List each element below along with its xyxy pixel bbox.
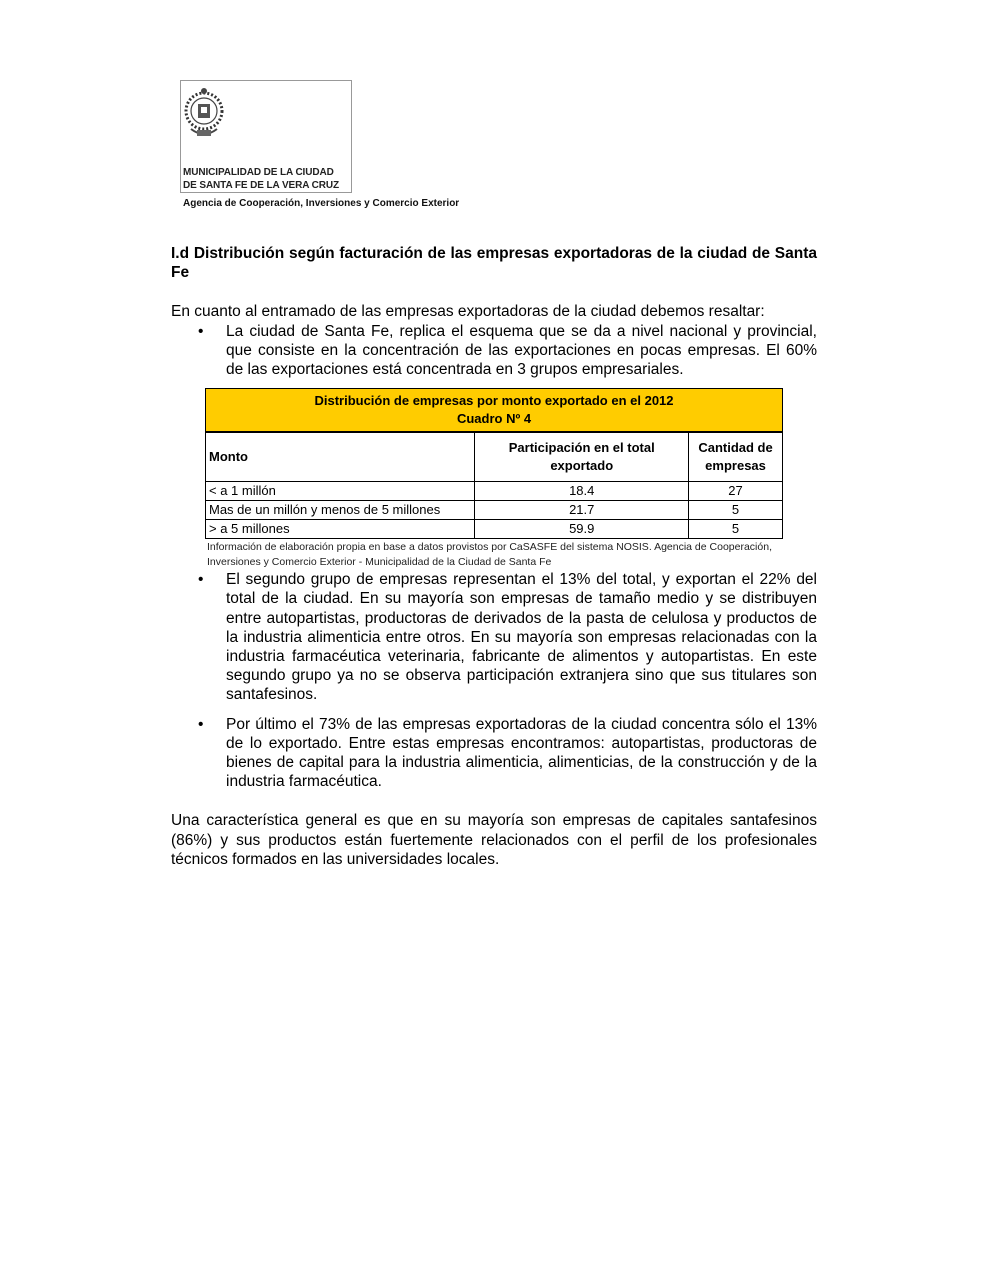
list-item (171, 715, 817, 792)
municipal-seal-icon (183, 85, 225, 143)
cell-monto: < a 1 millón (206, 482, 475, 501)
document-body (171, 244, 817, 869)
cell-participacion: 59.9 (475, 520, 689, 539)
bullet-list (171, 570, 817, 791)
cell-monto: > a 5 millones (206, 520, 475, 539)
table-row (206, 520, 783, 539)
cell-participacion: 21.7 (475, 501, 689, 520)
table-row (206, 482, 783, 501)
column-header-cantidad: Cantidad de empresas (689, 432, 783, 482)
agency-name: Agencia de Cooperación, Inversiones y Comercio Exterior (183, 198, 460, 209)
list-item (171, 570, 817, 704)
bullet-text: Por último el 73% de las empresas exportadoras de la ciudad concentra sólo el 13% de lo exportado. Entre estas empresas encontramos: autopartistas, productoras de bienes de capital para la industria alimenticia, alimenticias, de la construcción y de la industria farmacéutica. (226, 715, 817, 791)
municipality-name-line1: MUNICIPALIDAD DE LA CIUDAD (183, 167, 334, 178)
column-header-participacion: Participación en el total exportado (475, 432, 689, 482)
bullet-text: La ciudad de Santa Fe, replica el esquema que se da a nivel nacional y provincial, que consiste en la concentración de las exportaciones en pocas empresas. El 60% de las exportaciones está concentrada en 3 grupos empresariales. (226, 322, 817, 379)
municipality-name (183, 166, 339, 192)
cell-participacion: 18.4 (475, 482, 689, 501)
column-header-monto: Monto (206, 432, 475, 482)
bullet-icon: • (198, 715, 204, 733)
bullet-text: El segundo grupo de empresas representan el 13% del total, y exportan el 22% del total de la ciudad. En su mayoría son empresas de tamaño medio y se distribuyen entre autopartistas, productoras de derivados de la pasta de celulosa y productos de la industria alimenticia entre otros. En su mayoría son empresas relacionadas con la industria farmacéutica veterinaria, fabricante de alimentos y autopartistas. En este segundo grupo ya no se observa participación extranjera sino que sus titulares son santafesinos. (226, 571, 817, 704)
closing-paragraph: Una característica general es que en su mayoría son empresas de capitales santafesinos (86%) y sus productos están fuertemente relacionados con el perfil de los profesionales técnicos formados en las universidades locales. (171, 812, 817, 868)
cell-cantidad: 5 (689, 520, 783, 539)
table-caption-number: Cuadro Nº 4 (456, 411, 532, 427)
bullet-icon: • (198, 571, 204, 589)
cell-cantidad: 5 (689, 501, 783, 520)
cell-monto: Mas de un millón y menos de 5 millones (206, 501, 475, 520)
export-distribution-table (205, 388, 783, 570)
cell-cantidad: 27 (689, 482, 783, 501)
bullet-icon: • (198, 322, 204, 340)
list-item (171, 322, 817, 380)
table-row (206, 501, 783, 520)
bullet-list (171, 322, 817, 380)
municipality-logo (180, 80, 352, 193)
table-caption (206, 389, 783, 433)
municipality-name-line2: DE SANTA FE DE LA VERA CRUZ (183, 180, 340, 191)
section-title: I.d Distribución según facturación de las empresas exportadoras de la ciudad de Santa Fe (171, 245, 817, 282)
table-source-note: Información de elaboración propia en base a datos provistos por CaSASFE del sistema NOSIS. Agencia de Cooperación, Inversiones y Comercio Exterior - Municipalidad de la Ciudad de Santa Fe (207, 541, 772, 569)
table-caption-title: Distribución de empresas por monto exportado en el 2012 (314, 393, 674, 409)
intro-paragraph: En cuanto al entramado de las empresas exportadoras de la ciudad debemos resaltar: (171, 303, 765, 321)
